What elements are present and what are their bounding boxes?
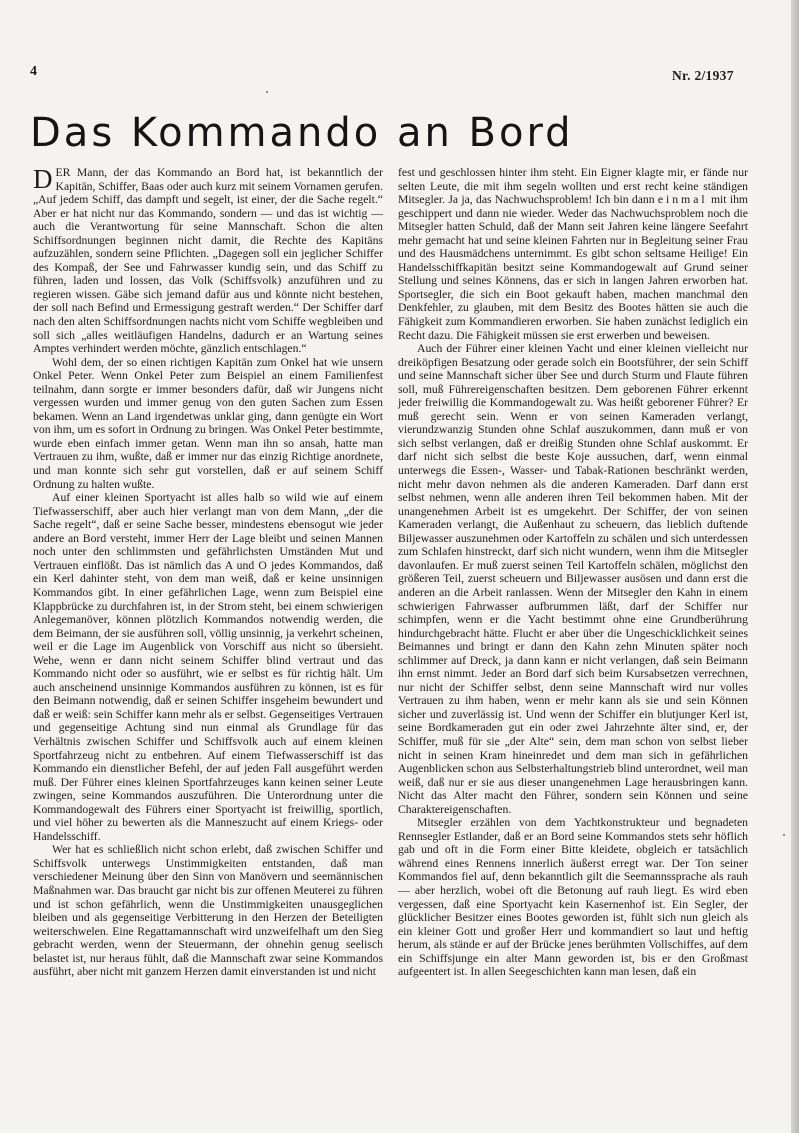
emphasized-word: einmal bbox=[657, 193, 708, 207]
paragraph: Auch der Führer einer kleinen Yacht und einer kleinen vielleicht nur dreiköpfigen Besatzung oder gerade solch ein Bootsführer, der sein Schiff und seine Mannschaft sicher über See und durch Sturm und Flaute führen soll, muß Führereigenschaften besitzen. Dem geborenen Führer erkennt jeder freiwillig die Kommandogewalt zu. Was heißt geborener Führer? Er muß gerecht sein. Wenn er von seinen Kameraden verlangt, vierundzwanzig Stunden ohne Schlaf auszukommen, dann muß er von sich selbst verlangen, daß er dreißig Stunden ohne Schlaf auskommt. Er darf nicht sich selbst die beste Koje aussuchen, darf, wenn einmal unterwegs die Essen-, Wasser- und Tabak-Rationen beschränkt werden, nicht mehr davon nehmen als die anderen Kameraden. Darf dann erst selbst nehmen, wenn alle anderen ihren Teil bekommen haben. Mit der unangenehmen Arbeit ist es umgekehrt. Der Schiffer, der von seinen Kameraden verlangt, die Außenhaut zu scheuern, das lieblich duftende Biljewasser auszunehmen oder Kartoffeln zu schälen und sich unterdessen zum Schlafen hinstreckt, darf sich nicht wundern, wenn ihm die Mitsegler davonlaufen. Er muß zuerst seinen Teil Kartoffeln schälen, möglichst den größeren Teil, zuerst scheuern und Biljewasser ausösen und dann erst die anderen an die Arbeit ranlassen. Wenn der Mitsegler den Kahn in einem schwierigen Fahrwasser aufbrummen läßt, darf der Schiffer nur schimpfen, wenn er die Yacht bestimmt ohne eine Grundberührung hindurchgebracht hätte. Flucht er aber über die Ungeschicklichkeit seines Beimannes und bringt er dann den Kahn zehn Minuten später noch schlimmer auf Dreck, ja dann kann er nicht verlangen, daß sein Beimann ihn ernst nimmt. Jeder an Bord darf sich beim Kursabsetzen verrechnen, nur nicht der Schiffer selbst, denn seine Mannschaft wird nur volles Vertrauen zu ihm haben, wenn er mehr kann als sie und sein Können sicher und zuverlässig ist. Und wenn der Schiffer ein blutjunger Kerl ist, seine Bordkameraden gut ein oder zwei Jahrzehnte älter sind, er, der Schiffer, muß für sie „der Alte“ sein, dem man schon von selbst lieber nicht in seinen Kram hineinredet und dem man sich in gefährlichen Augenblicken schon aus Selbsterhaltungstrieb blind unterordnet, weil man weiß, daß nur er sie aus dieser unangenehmen Lage herausbringen kann. Nicht das Alter macht den Führer, sondern sein Können und seine Charaktereigenschaften. bbox=[398, 342, 748, 816]
paragraph: Wer hat es schließlich nicht schon erlebt, daß zwischen Schiffer und Schiffsvolk unterwegs Unstimmigkeiten entstanden, daß man verschiedener Meinung über den Sinn von Manövern und seemännischen Maßnahmen war. Das braucht gar nicht bis zur offenen Meuterei zu führen und ist schon gefährlich, wenn die Unstimmigkeiten unausgeglichen bleiben und als gegenseitige Verbitterung in den Herzen der Beteiligten weiterschwelen. Eine Regattamannschaft wird unzweifelhaft um den Sieg gebracht werden, wenn der Steuermann, der ohnehin genug seelisch belastet ist, nur heraus fühlt, daß die Mannschaft zwar seine Kommandos ausführt, aber nicht mit ganzem Herzen damit einverstanden ist und nicht bbox=[33, 843, 383, 979]
paragraph-text: mit ihm geschippert und dann nie wieder. Weder das Nachwuchsproblem noch die Mitsegler hatten Schuld, daß der Mann seit Jahren keine längere Seefahrt mehr gemacht hat und seine kleinen Fahrten nur in Begleitung seiner Frau und des Hausmädchens unternimmt. Es gibt schon seltsame Heilige! Ein Handelsschiffkapitän besitzt seine Kommandogewalt auf Grund seiner Stellung und seines Könnens, das er sich in langen Jahren erworben hat. Sportsegler, die sich ein Boot gekauft haben, machen manchmal den Denkfehler, zu glauben, mit dem Besitz des Bootes hätten sie auch die Fähigkeit zum Kommandieren erworben. Sie haben zunächst lediglich ein Recht dazu. Die Fähigkeit müssen sie erst erwerben und beweisen. bbox=[398, 193, 749, 342]
paragraph: Auf einer kleinen Sportyacht ist alles halb so wild wie auf einem Tiefwasserschiff, aber auch hier verlangt man von dem Mann, „der die Sache regelt“, daß er seine Sache besser, mindestens ebensogut wie jeder andere an Bord versteht, immer Herr der Lage bleibt und seinen Mannen noch unter den schlimmsten und gefährlichsten Umständen Mut und Vertrauen einflößt. Das ist nämlich das A und O jedes Kommandos, daß ein Kerl dahinter steht, von dem man weiß, daß er keine unsinnigen Kommandos gibt. In einer gefährlichen Lage, wenn zum Beispiel eine Klappbrücke zu durchfahren ist, in der Strom steht, bei einem schwierigen Anlegemanöver, können plötzlich Kommandos notwendig werden, die dem Beimann, der sie ausführen soll, völlig unsinnig, ja verkehrt scheinen, weil er die Lage im Augenblick von Vorschiff aus nicht so übersieht. Wehe, wenn er dann nicht seinem Schiffer blind vertraut und das Kommando nicht oder so ausführt, wie er selbst es für richtig hält. Um auch anscheinend unsinnige Kommandos ausführen zu können, ist es für den Beimann notwendig, daß er seinen Schiffer insgeheim bewundert und daß er weiß: sein Schiffer kann mehr als er selbst. Gegenseitiges Vertrauen und gegenseitige Achtung sind nun einmal als Grundlage für das Verhältnis zwischen Schiffer und Schiffsvolk auch auf einem kleinen Sportfahrzeug nicht zu entbehren. Auf einem Tiefwasserschiff ist das Kommando ein dienstlicher Befehl, der auf jeden Fall ausgeführt werden muß. Der Führer eines kleinen Sportfahrzeuges kann keinen seiner Leute zwingen, seine Kommandos auszuführen. Die Unterordnung unter die Kommandogewalt des Führers einer Sportyacht ist freiwillig, sportlich, und viel höher zu bewerten als die Manneszucht auf einem Kriegs- oder Handelsschiff. bbox=[33, 491, 383, 843]
drop-cap: D bbox=[33, 164, 53, 194]
issue-number: Nr. 2/1937 bbox=[672, 68, 734, 83]
paragraph: Wohl dem, der so einen richtigen Kapitän zum Onkel hat wie unsern Onkel Peter. Wenn Onkel Peter zum Beispiel an einem Familienfest teilnahm, dann sorgte er immer besonders dafür, daß wir Jungens nicht vergessen wurden und immer genug von den guten Sachen zum Essen bekamen. Wenn an Land irgendetwas unklar ging, dann genügte ein Wort von ihm, um es sofort in Ordnung zu bringen. Was Onkel Peter bestimmte, wurde eben einfach immer getan. Wenn man ihn so ansah, hatte man Vertrauen zu ihm, wußte, daß er immer nur das einzig Richtige anordnete, und man konnte sich sehr gut vorstellen, daß er auf seinem Schiff Ordnung zu halten wußte. bbox=[33, 355, 383, 491]
paragraph bbox=[33, 166, 383, 356]
print-speck bbox=[266, 91, 268, 93]
paragraph-text: ER Mann, der das Kommando an Bord hat, ist bekanntlich der Kapitän, Schiffer, Baas oder auch kurz mit seinem Vornamen gerufen. „Auf jedem Schiff, das dampft und segelt, ist einer, der die Sache regelt.“ Aber er hat nicht nur das Kommando, sondern — und das ist wichtig — auch die Verantwortung für seine Mannschaft. Schon die alten Schiffsordnungen beginnen nicht damit, die Rechte des Kapitäns aufzuzählen, sondern seine Pflichten. „Dagegen soll ein jeglicher Schiffer des Kompaß, der See und Fahrwasser kundig sein, und das Schiff zu führen, laden und lossen, das Volk (Schiffsvolk) anzuführen und zu regieren wissen. Gäbe sich jemand dafür aus und könnte nicht bestehen, der soll nach Befind und Ermessigung gestraft werden.“ Der Schiffer darf nach den alten Schiffsordnungen nachts nicht vom Schiffe wegbleiben und soll sich „alles weitläufigen Handelns, dadurch er an Wartung seines Amptes verhindert werden möchte, gänzlich entschlagen.“ bbox=[33, 166, 383, 356]
print-speck bbox=[783, 834, 785, 836]
left-column bbox=[33, 166, 383, 979]
right-column bbox=[398, 166, 748, 979]
paragraph-text: fest und geschlossen hinter ihm steht. Ein Eigner klagte mir, er fände nur selten Leute, die mit ihm segeln wollten und erst recht keine ständigen Mitsegler. Ja ja, das Nachwuchsproblem! Ich bin dann bbox=[398, 166, 748, 207]
paragraph bbox=[398, 166, 748, 342]
article-title: Das Kommando an Bord bbox=[30, 110, 574, 156]
page-number: 4 bbox=[30, 64, 37, 79]
paragraph: Mitsegler erzählen von dem Yachtkonstrukteur und begnadeten Rennsegler Estlander, daß er an Bord seine Kommandos stets sehr höflich gab und oft in die Form einer Bitte kleidete, obgleich er tatsächlich während eines Rennens innerlich äußerst erregt war. Der Ton seiner Kommandos fiel auf, denn bekanntlich gilt die Seemannssprache als rauh — aber herzlich, wobei oft die Betonung auf rauh liegt. Es wird eben vergessen, daß eine Sportyacht kein Kasernenhof ist. Ein Segler, der glücklicher Besitzer eines Bootes geworden ist, fühlt sich nun gleich als ein kleiner Gott und großer Herr und kommandiert so laut und heftig herum, als stände er auf der Brücke jenes berühmten Vollschiffes, auf dem ein Schiffsjunge ein alter Mann geworden ist, bis er den Großmast aufgeentert ist. In allen Seegeschichten kann man lesen, daß ein bbox=[398, 816, 748, 979]
page-binding-edge bbox=[791, 0, 799, 1133]
